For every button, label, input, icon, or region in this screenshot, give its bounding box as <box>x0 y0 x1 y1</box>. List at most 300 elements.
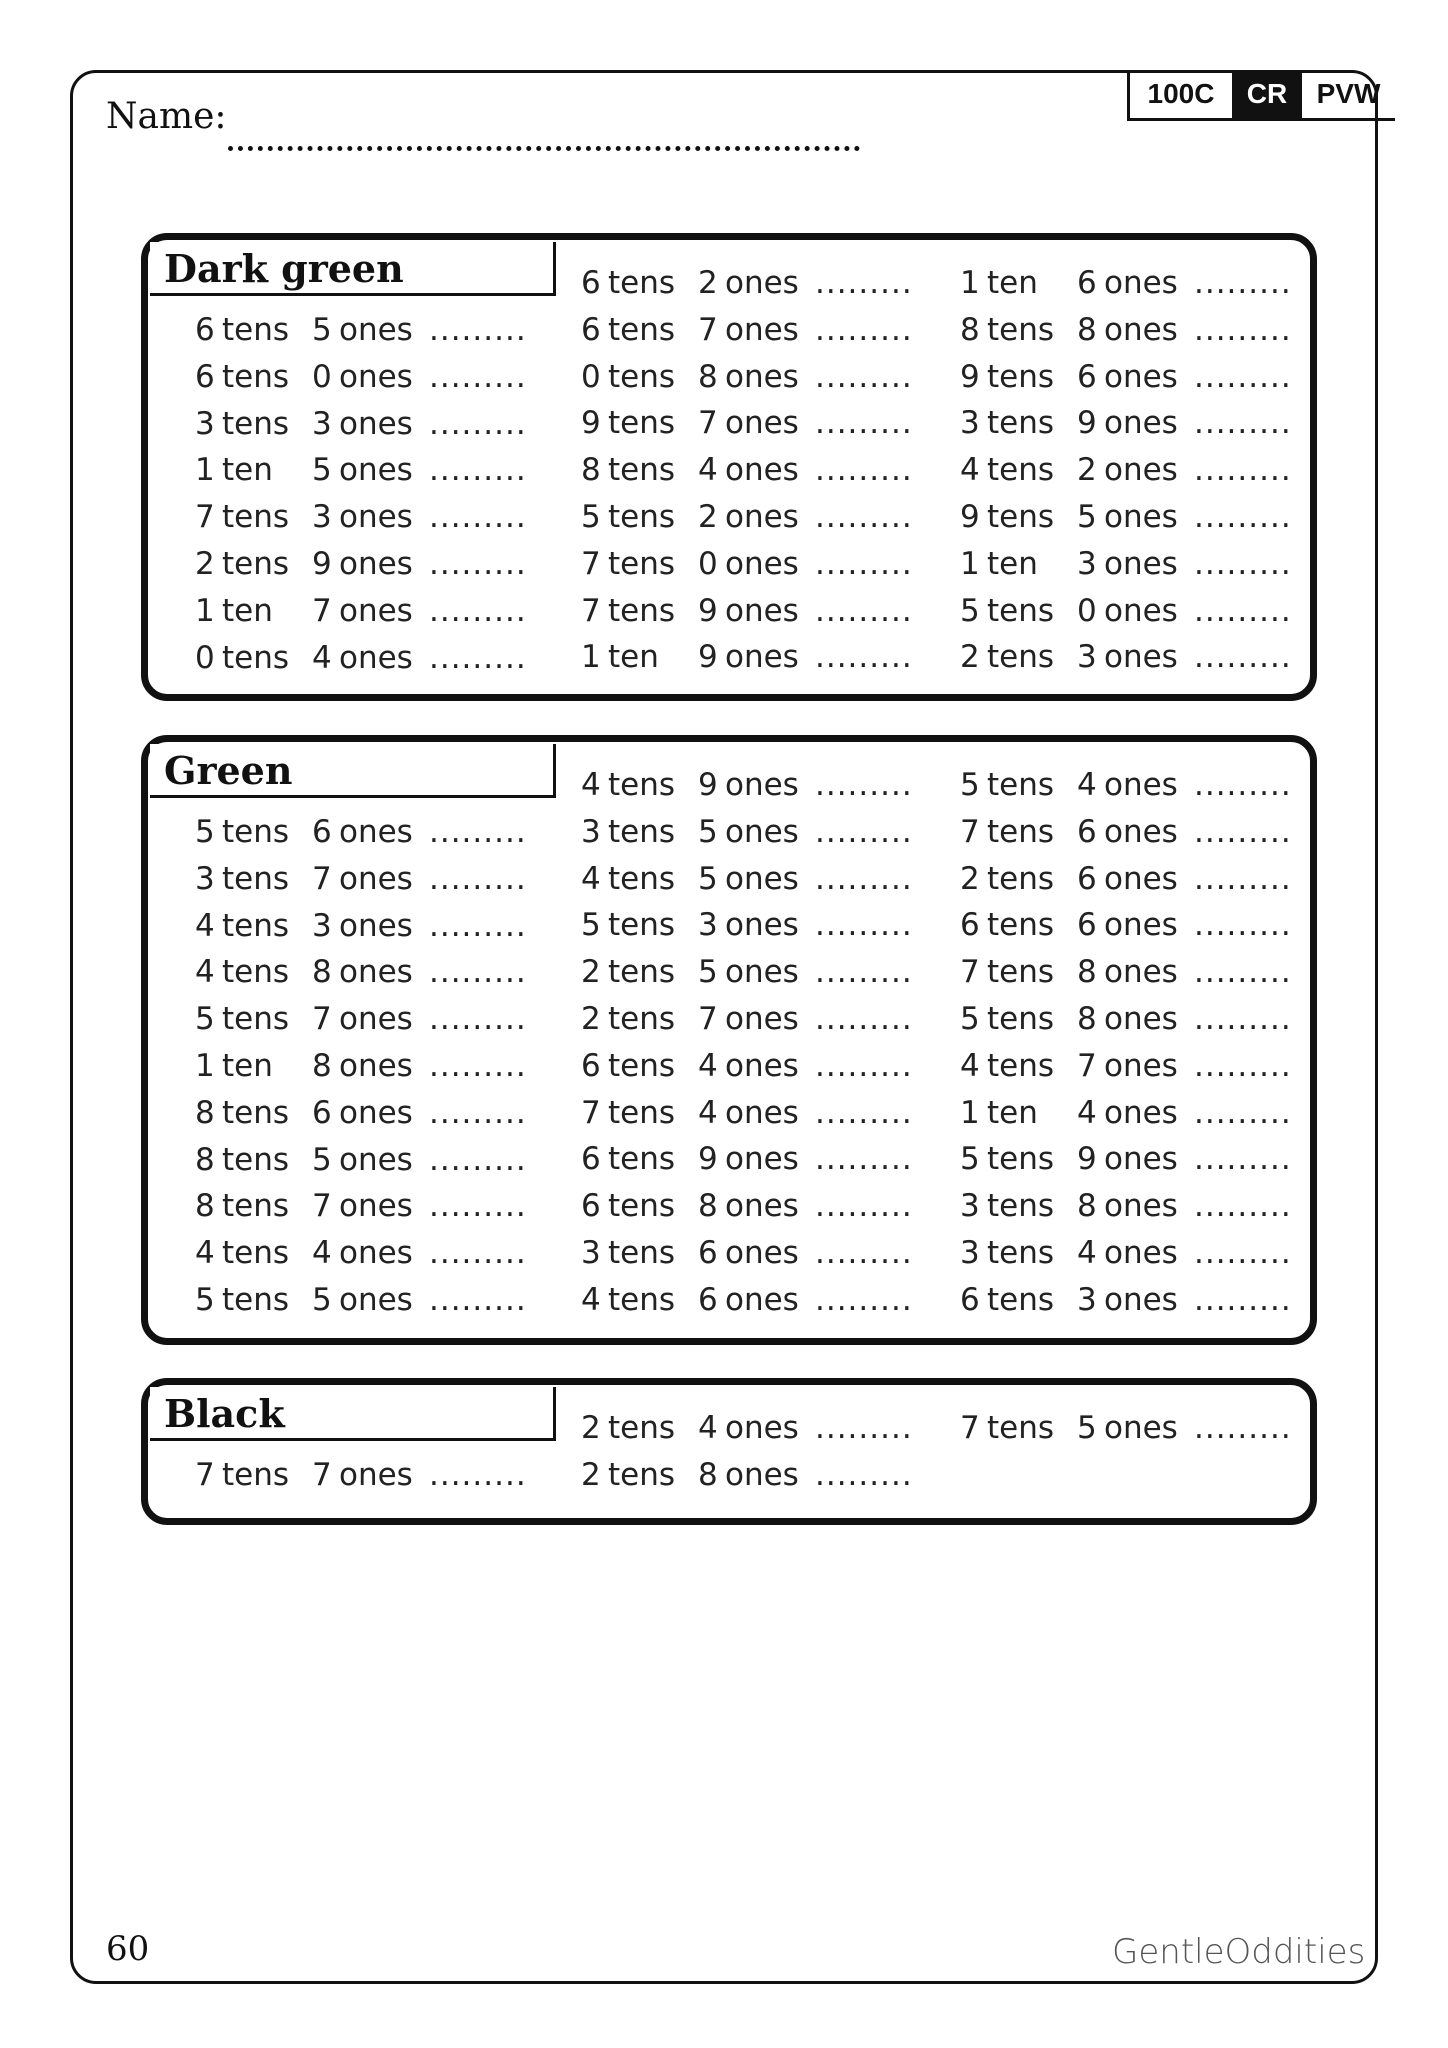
place-unit: ones <box>339 1141 413 1178</box>
exercise-item <box>581 1093 913 1133</box>
digit: 1 <box>960 1094 980 1131</box>
digit: 9 <box>581 405 601 442</box>
exercise-item <box>960 952 1292 992</box>
name-label: Name: <box>106 96 227 137</box>
digit: 5 <box>581 499 601 535</box>
code-tabs <box>1127 70 1395 121</box>
answer-blank[interactable]: ......... <box>815 1047 913 1084</box>
place-unit: ones <box>725 358 799 395</box>
place-unit: ones <box>725 813 799 850</box>
exercise-item <box>581 812 913 852</box>
exercise-item <box>195 591 527 631</box>
digit: 6 <box>581 1047 601 1084</box>
answer-blank[interactable]: ......... <box>429 1001 527 1038</box>
place-unit: ones <box>725 860 799 897</box>
digit: 5 <box>312 1282 332 1318</box>
answer-blank[interactable]: ......... <box>1194 405 1292 442</box>
place-unit: ones <box>1104 1281 1178 1318</box>
exercise-item <box>960 905 1292 945</box>
exercise-item <box>581 497 913 537</box>
digit: 2 <box>960 860 980 897</box>
answer-blank[interactable]: ......... <box>429 1282 527 1318</box>
place-unit: ten <box>987 1094 1038 1131</box>
place-unit: ones <box>339 1048 413 1084</box>
digit: 6 <box>581 311 601 348</box>
exercise-item <box>195 1046 527 1086</box>
digit: 5 <box>960 1141 980 1178</box>
digit: 4 <box>960 1047 980 1084</box>
digit: 7 <box>581 545 601 582</box>
place-unit: tens <box>608 545 676 582</box>
answer-blank[interactable]: ......... <box>429 452 527 489</box>
exercise-item <box>960 1408 1292 1448</box>
digit: 8 <box>195 1188 215 1225</box>
digit: 0 <box>312 358 332 395</box>
brand-logo: GentleOddities <box>1112 1932 1366 1972</box>
exercise-item <box>960 765 1292 805</box>
answer-blank[interactable]: ......... <box>429 358 527 395</box>
digit: 7 <box>960 813 980 850</box>
answer-blank[interactable]: ......... <box>815 1141 913 1178</box>
digit: 5 <box>960 1001 980 1037</box>
digit: 7 <box>698 311 718 348</box>
digit: 6 <box>1077 358 1097 395</box>
place-unit: ones <box>725 1235 799 1271</box>
place-unit: tens <box>608 311 676 348</box>
answer-blank[interactable]: ......... <box>1194 1410 1292 1446</box>
place-unit: ones <box>1104 311 1178 348</box>
digit: 7 <box>581 592 601 629</box>
place-unit: tens <box>222 1141 290 1178</box>
digit: 3 <box>1077 639 1097 676</box>
place-unit: tens <box>987 452 1055 489</box>
place-unit: ones <box>339 860 413 897</box>
answer-blank[interactable]: ......... <box>815 405 913 442</box>
digit: 5 <box>312 452 332 489</box>
answer-blank[interactable]: ......... <box>815 860 913 897</box>
answer-blank[interactable]: ......... <box>429 639 527 676</box>
place-unit: tens <box>222 860 290 897</box>
place-unit: ones <box>1104 1235 1178 1271</box>
section-green <box>141 735 1317 1345</box>
digit: 6 <box>312 814 332 850</box>
digit: 9 <box>698 1141 718 1178</box>
answer-blank[interactable]: ......... <box>815 1001 913 1037</box>
place-unit: tens <box>987 954 1055 991</box>
digit: 7 <box>312 1457 332 1493</box>
place-unit: tens <box>608 452 676 489</box>
digit: 5 <box>581 907 601 944</box>
place-unit: ones <box>1104 1141 1178 1178</box>
place-unit: tens <box>222 312 290 348</box>
digit: 2 <box>581 954 601 991</box>
exercise-item <box>960 357 1292 397</box>
place-unit: ones <box>725 1188 799 1225</box>
digit: 8 <box>312 954 332 991</box>
digit: 2 <box>960 639 980 676</box>
digit: 3 <box>698 907 718 944</box>
place-unit: ten <box>222 1048 273 1084</box>
answer-blank[interactable]: ......... <box>815 907 913 944</box>
place-unit: tens <box>987 358 1055 395</box>
place-unit: ones <box>339 1282 413 1318</box>
place-unit: tens <box>608 1094 676 1131</box>
place-unit: tens <box>987 592 1055 629</box>
digit: 2 <box>581 1410 601 1446</box>
exercise-item <box>581 1046 913 1086</box>
answer-blank[interactable]: ......... <box>1194 311 1292 348</box>
exercise-item <box>960 1233 1292 1273</box>
answer-blank[interactable]: ......... <box>1194 1281 1292 1318</box>
digit: 6 <box>581 1141 601 1178</box>
digit: 5 <box>195 1282 215 1318</box>
place-unit: ones <box>339 1457 413 1493</box>
exercise-item <box>581 544 913 584</box>
place-unit: ones <box>339 452 413 489</box>
answer-blank[interactable]: ......... <box>815 499 913 535</box>
answer-blank[interactable]: ......... <box>1194 1141 1292 1178</box>
place-unit: ones <box>725 405 799 442</box>
place-unit: tens <box>608 1281 676 1318</box>
digit: 2 <box>1077 452 1097 489</box>
answer-blank[interactable]: ......... <box>1194 1001 1292 1037</box>
exercise-item <box>581 859 913 899</box>
digit: 4 <box>1077 767 1097 803</box>
place-unit: ones <box>1104 405 1178 442</box>
digit: 7 <box>195 1457 215 1493</box>
place-unit: ten <box>222 452 273 489</box>
digit: 8 <box>698 1456 718 1493</box>
digit: 0 <box>195 639 215 676</box>
exercise-item <box>960 544 1292 584</box>
answer-blank[interactable]: ......... <box>1194 860 1292 897</box>
digit: 5 <box>960 592 980 629</box>
answer-blank[interactable]: ......... <box>429 1188 527 1225</box>
answer-blank[interactable]: ......... <box>815 1456 913 1493</box>
answer-blank[interactable]: ......... <box>815 1094 913 1131</box>
digit: 9 <box>312 546 332 582</box>
place-unit: ten <box>987 545 1038 582</box>
exercise-item <box>195 450 527 490</box>
digit: 8 <box>1077 311 1097 348</box>
answer-blank[interactable]: ......... <box>1194 545 1292 582</box>
place-unit: tens <box>987 405 1055 442</box>
place-unit: ones <box>725 954 799 991</box>
exercise-item <box>581 905 913 945</box>
answer-blank[interactable]: ......... <box>1194 592 1292 629</box>
place-unit: ones <box>725 592 799 629</box>
answer-blank[interactable]: ......... <box>815 592 913 629</box>
digit: 4 <box>581 767 601 803</box>
digit: 7 <box>195 499 215 536</box>
digit: 3 <box>960 405 980 442</box>
answer-blank[interactable]: ......... <box>1194 1188 1292 1225</box>
place-unit: ones <box>1104 1094 1178 1131</box>
exercise-item <box>960 812 1292 852</box>
digit: 6 <box>195 358 215 395</box>
digit: 3 <box>960 1235 980 1271</box>
digit: 4 <box>1077 1094 1097 1131</box>
exercise-item <box>195 638 527 678</box>
answer-blank[interactable]: ......... <box>1194 767 1292 803</box>
digit: 9 <box>698 639 718 676</box>
digit: 5 <box>195 1001 215 1038</box>
digit: 4 <box>698 1094 718 1131</box>
answer-blank[interactable]: ......... <box>815 311 913 348</box>
place-unit: tens <box>222 1094 290 1131</box>
place-unit: ones <box>339 405 413 442</box>
digit: 6 <box>960 907 980 944</box>
digit: 5 <box>698 813 718 850</box>
place-unit: ones <box>725 1001 799 1037</box>
place-unit: ten <box>608 639 659 676</box>
digit: 4 <box>195 907 215 944</box>
answer-blank[interactable]: ......... <box>1194 499 1292 535</box>
digit: 8 <box>698 1188 718 1225</box>
place-unit: ones <box>339 1235 413 1272</box>
place-unit: tens <box>987 1410 1055 1446</box>
digit: 3 <box>581 813 601 850</box>
answer-blank[interactable]: ......... <box>429 1141 527 1178</box>
answer-blank[interactable]: ......... <box>1194 358 1292 395</box>
digit: 9 <box>1077 405 1097 442</box>
digit: 7 <box>581 1094 601 1131</box>
digit: 1 <box>195 1048 215 1084</box>
answer-blank[interactable]: ......... <box>815 954 913 991</box>
place-unit: tens <box>987 499 1055 535</box>
place-unit: ones <box>725 1410 799 1446</box>
code-tab-pvw: PVW <box>1316 78 1381 109</box>
place-unit: tens <box>987 1141 1055 1178</box>
answer-blank[interactable]: ......... <box>815 452 913 489</box>
exercise-item <box>960 637 1292 677</box>
place-unit: ones <box>1104 545 1178 582</box>
digit: 6 <box>1077 813 1097 850</box>
digit: 8 <box>698 358 718 395</box>
exercise-item <box>195 1233 527 1273</box>
digit: 2 <box>698 265 718 301</box>
exercise-item <box>581 403 913 443</box>
place-unit: ones <box>1104 358 1178 395</box>
place-unit: tens <box>987 1047 1055 1084</box>
exercise-item <box>195 497 527 537</box>
place-unit: tens <box>987 860 1055 897</box>
digit: 5 <box>960 767 980 803</box>
exercise-item <box>960 1280 1292 1320</box>
place-unit: tens <box>987 1235 1055 1271</box>
place-unit: tens <box>608 405 676 442</box>
place-unit: tens <box>987 813 1055 850</box>
answer-blank[interactable]: ......... <box>429 312 527 348</box>
place-unit: ones <box>725 311 799 348</box>
exercise-item <box>960 310 1292 350</box>
answer-blank[interactable]: ......... <box>1194 1235 1292 1271</box>
place-unit: tens <box>222 358 290 395</box>
answer-blank[interactable]: ......... <box>429 814 527 850</box>
page-number: 60 <box>106 1929 150 1969</box>
answer-blank[interactable]: ......... <box>429 546 527 582</box>
place-unit: tens <box>222 1188 290 1225</box>
digit: 8 <box>1077 954 1097 991</box>
answer-blank[interactable]: ......... <box>1194 907 1292 944</box>
section-title: Dark green <box>150 242 556 296</box>
digit: 4 <box>698 1047 718 1084</box>
answer-blank[interactable]: ......... <box>429 405 527 442</box>
digit: 7 <box>698 405 718 442</box>
exercise-item <box>581 1139 913 1179</box>
code-tab-100c: 100C <box>1147 78 1215 109</box>
digit: 4 <box>581 1281 601 1318</box>
answer-blank[interactable]: ......... <box>429 954 527 991</box>
digit: 5 <box>312 1141 332 1178</box>
digit: 1 <box>960 265 980 301</box>
answer-blank[interactable]: ......... <box>429 1235 527 1272</box>
place-unit: tens <box>222 639 290 676</box>
exercise-item <box>195 544 527 584</box>
exercise-item <box>195 1455 527 1495</box>
digit: 8 <box>581 452 601 489</box>
answer-blank[interactable]: ......... <box>815 265 913 301</box>
answer-blank[interactable]: ......... <box>1194 1047 1292 1084</box>
place-unit: ones <box>1104 452 1178 489</box>
digit: 4 <box>195 1235 215 1272</box>
exercise-item <box>195 859 527 899</box>
answer-blank[interactable]: ......... <box>1194 813 1292 850</box>
place-unit: tens <box>608 1235 676 1271</box>
digit: 3 <box>312 907 332 944</box>
digit: 3 <box>195 405 215 442</box>
place-unit: ones <box>1104 1410 1178 1446</box>
digit: 4 <box>581 860 601 897</box>
answer-blank[interactable]: ......... <box>429 1048 527 1084</box>
answer-blank[interactable]: ......... <box>815 767 913 803</box>
digit: 4 <box>312 639 332 676</box>
digit: 0 <box>698 545 718 582</box>
section-title: Black <box>150 1387 556 1441</box>
name-field[interactable] <box>228 106 860 151</box>
place-unit: ones <box>339 1001 413 1038</box>
answer-blank[interactable]: ......... <box>815 813 913 850</box>
answer-blank[interactable]: ......... <box>1194 954 1292 991</box>
place-unit: tens <box>222 954 290 991</box>
place-unit: ones <box>339 358 413 395</box>
digit: 7 <box>960 954 980 991</box>
place-unit: ones <box>1104 813 1178 850</box>
digit: 5 <box>312 312 332 348</box>
place-unit: ones <box>1104 860 1178 897</box>
exercise-item <box>581 1280 913 1320</box>
exercise-item <box>581 450 913 490</box>
answer-blank[interactable]: ......... <box>1194 639 1292 676</box>
digit: 3 <box>312 499 332 536</box>
place-unit: tens <box>987 1281 1055 1318</box>
place-unit: ones <box>1104 1047 1178 1084</box>
answer-blank[interactable]: ......... <box>429 1457 527 1493</box>
answer-blank[interactable]: ......... <box>1194 265 1292 301</box>
place-unit: tens <box>987 311 1055 348</box>
digit: 7 <box>312 592 332 629</box>
exercise-item <box>581 999 913 1039</box>
digit: 3 <box>195 860 215 897</box>
place-unit: ones <box>725 265 799 301</box>
answer-blank[interactable]: ......... <box>815 1281 913 1318</box>
place-unit: tens <box>222 546 290 582</box>
section-dark-green <box>141 233 1317 701</box>
exercise-item <box>581 765 913 805</box>
place-unit: tens <box>987 907 1055 944</box>
code-tab-cr: CR <box>1232 70 1302 118</box>
answer-blank[interactable]: ......... <box>815 1410 913 1446</box>
place-unit: ones <box>1104 499 1178 535</box>
digit: 7 <box>1077 1047 1097 1084</box>
place-unit: ten <box>987 265 1038 301</box>
place-unit: ones <box>339 592 413 629</box>
place-unit: ones <box>725 1141 799 1178</box>
digit: 7 <box>312 860 332 897</box>
place-unit: ones <box>725 1281 799 1318</box>
answer-blank[interactable]: ......... <box>1194 1094 1292 1131</box>
answer-blank[interactable]: ......... <box>429 860 527 897</box>
digit: 4 <box>1077 1235 1097 1271</box>
exercise-item <box>581 1408 913 1448</box>
place-unit: ones <box>725 452 799 489</box>
answer-blank[interactable]: ......... <box>815 639 913 676</box>
place-unit: tens <box>222 907 290 944</box>
exercise-item <box>960 497 1292 537</box>
place-unit: tens <box>608 358 676 395</box>
exercise-item <box>195 357 527 397</box>
place-unit: tens <box>608 954 676 991</box>
exercise-item <box>960 591 1292 631</box>
digit: 5 <box>1077 1410 1097 1446</box>
answer-blank[interactable]: ......... <box>429 499 527 536</box>
exercise-item <box>195 1186 527 1226</box>
answer-blank[interactable]: ......... <box>429 907 527 944</box>
digit: 7 <box>960 1410 980 1446</box>
answer-blank[interactable]: ......... <box>815 1235 913 1271</box>
answer-blank[interactable]: ......... <box>815 358 913 395</box>
place-unit: tens <box>608 1410 676 1446</box>
place-unit: ten <box>222 592 273 629</box>
place-unit: tens <box>222 1457 290 1493</box>
exercise-item <box>581 263 913 303</box>
answer-blank[interactable]: ......... <box>429 1094 527 1131</box>
answer-blank[interactable]: ......... <box>815 1188 913 1225</box>
answer-blank[interactable]: ......... <box>1194 452 1292 489</box>
place-unit: tens <box>608 1047 676 1084</box>
digit: 6 <box>698 1281 718 1318</box>
digit: 6 <box>581 265 601 301</box>
digit: 5 <box>698 860 718 897</box>
answer-blank[interactable]: ......... <box>815 545 913 582</box>
section-black <box>141 1378 1317 1525</box>
place-unit: ones <box>339 814 413 850</box>
digit: 5 <box>698 954 718 991</box>
exercise-item <box>581 357 913 397</box>
place-unit: ones <box>1104 954 1178 991</box>
place-unit: tens <box>608 767 676 803</box>
digit: 7 <box>312 1001 332 1038</box>
exercise-item <box>195 952 527 992</box>
answer-blank[interactable]: ......... <box>429 592 527 629</box>
place-unit: ones <box>339 639 413 676</box>
exercise-item <box>960 403 1292 443</box>
place-unit: ones <box>725 767 799 803</box>
digit: 3 <box>581 1235 601 1271</box>
exercise-item <box>195 812 527 852</box>
place-unit: tens <box>608 1001 676 1037</box>
place-unit: ones <box>339 546 413 582</box>
